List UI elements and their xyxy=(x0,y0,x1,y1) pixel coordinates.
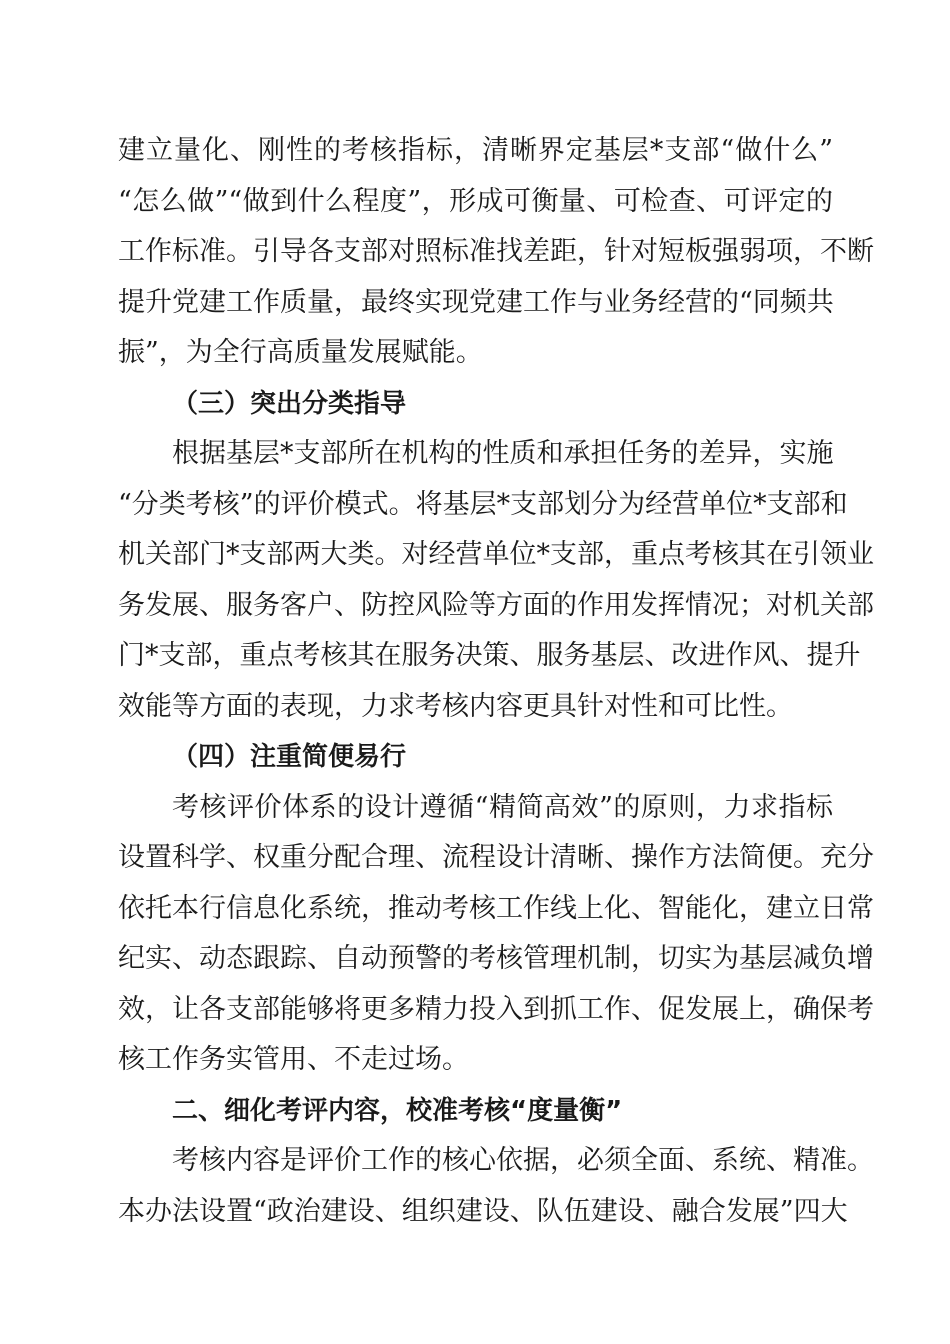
text-line: 核工作务实管用、不走过场。 xyxy=(118,1044,469,1075)
text-line: 务发展、服务客户、防控风险等方面的作用发挥情况；对机关部 xyxy=(118,589,874,621)
paragraph-3 xyxy=(118,783,874,1086)
text-line: 考核内容是评价工作的核心依据，必须全面、系统、精准。 xyxy=(172,1145,874,1176)
text-line: 考核评价体系的设计遵循“精简高效”的原则，力求指标 xyxy=(172,791,833,823)
document-page xyxy=(118,126,874,1237)
text-line: 根据基层*支部所在机构的性质和承担任务的差异，实施 xyxy=(172,438,834,469)
text-line: “怎么做”“做到什么程度”，形成可衡量、可检查、可评定的 xyxy=(118,185,833,217)
paragraph-2 xyxy=(118,429,874,732)
paragraph-4 xyxy=(118,1136,874,1237)
text-line: 设置科学、权重分配合理、流程设计清晰、操作方法简便。充分 xyxy=(118,842,874,873)
text-line: 振”，为全行高质量发展赋能。 xyxy=(118,337,483,368)
text-line: 本办法设置“政治建设、组织建设、队伍建设、融合发展”四大 xyxy=(118,1195,848,1227)
text-line: 纪实、动态跟踪、自动预警的考核管理机制，切实为基层减负增 xyxy=(118,943,874,974)
text-line: 提升党建工作质量，最终实现党建工作与业务经营的“同频共 xyxy=(118,286,834,318)
text-line: 机关部门*支部两大类。对经营单位*支部，重点考核其在引领业 xyxy=(118,539,874,570)
section-heading-4: （四）注重简便易行 xyxy=(172,742,407,772)
text-line: 建立量化、刚性的考核指标，清晰界定基层*支部“做什么” xyxy=(118,135,833,166)
paragraph-1 xyxy=(118,126,874,379)
text-line: 依托本行信息化系统，推动考核工作线上化、智能化，建立日常 xyxy=(118,892,874,924)
chapter-heading-2: 二、细化考评内容，校准考核“度量衡” xyxy=(172,1095,623,1126)
text-line: 效，让各支部能够将更多精力投入到抓工作、促发展上，确保考 xyxy=(118,993,874,1025)
section-heading-3: （三）突出分类指导 xyxy=(172,388,407,419)
text-line: 工作标准。引导各支部对照标准找差距，针对短板强弱项，不断 xyxy=(118,236,874,267)
text-line: “分类考核”的评价模式。将基层*支部划分为经营单位*支部和 xyxy=(118,488,848,520)
text-line: 效能等方面的表现，力求考核内容更具针对性和可比性。 xyxy=(118,690,793,722)
text-line: 门*支部，重点考核其在服务决策、服务基层、改进作风、提升 xyxy=(118,640,861,671)
